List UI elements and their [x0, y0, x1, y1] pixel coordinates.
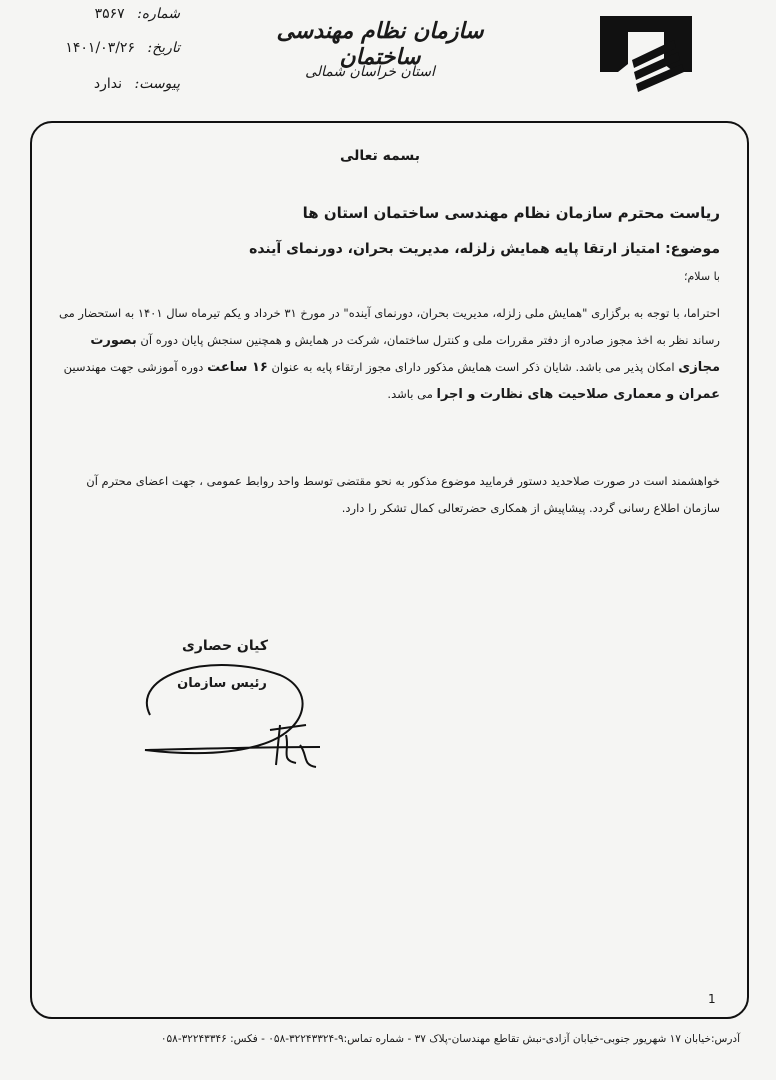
subject-text: امتیاز ارتقا پایه همایش زلزله، مدیریت بحران، دورنمای آینده — [249, 241, 661, 257]
paragraph-1 — [56, 300, 720, 408]
letter-attachment — [40, 76, 180, 92]
attachment-label: پیوست: — [134, 76, 180, 92]
recipient: ریاست محترم سازمان نظام مهندسی ساختمان استان ها — [302, 204, 720, 222]
signature-mark — [130, 655, 330, 785]
paragraph-1-part-e: دوره آموزشی جهت مهندسین — [63, 360, 204, 374]
letter-date — [40, 40, 180, 56]
subject-line — [56, 241, 720, 257]
date-value: ۱۴۰۱/۰۳/۲۶ — [65, 40, 135, 56]
number-label: شماره: — [137, 6, 180, 22]
date-label: تاریخ: — [147, 40, 180, 56]
paragraph-1-emphasis-hours: ۱۶ ساعت — [207, 360, 268, 375]
signer-title: رئیس سازمان — [177, 676, 267, 691]
footer-address: آدرس:خیابان ۱۷ شهریور جنوبی-خیابان آزادی-نبش تقاطع مهندسان-پلاک ۳۷ - شماره تماس:۹-۳۲۲۴۳۳۲۴-۰۵۸ - فکس: ۳۲۲۴۳۳۴۶-۰۵۸ — [160, 1033, 740, 1045]
paragraph-2: خواهشمند است در صورت صلاحدید دستور فرمایید موضوع مذکور به نحو مقتضی توسط واحد روابط عمومی ، جهت اعضای محترم آن سازمان اطلاع رسانی گردد. پیشاپیش از همکاری حضرتعالی کمال تشکر را دارد. — [86, 474, 720, 515]
paragraph-1-part-g: می باشد. — [387, 387, 433, 401]
org-logo-icon — [596, 10, 696, 100]
paragraph-1-part-a: احتراما، با توجه به برگزاری "همایش ملی زلزله، مدیریت بحران، دورنمای آینده" در مورخ ۳۱ خرداد و یکم تیرماه سال ۱۴۰۱ به استحضار می رساند نظر به اخذ مجوز صادره از دفتر مقررات ملی و کنترل ساختمان، شرکت در همایش و همچنین سنجش پایان دوره آن — [58, 306, 720, 347]
paragraph-1-part-c: امکان پذیر می باشد. شایان ذکر است همایش مذکور دارای مجوز ارتقاء پایه به عنوان — [271, 360, 675, 374]
org-name: سازمان نظام مهندسی ساختمان — [276, 18, 484, 70]
subject-label: موضوع: — [665, 241, 720, 257]
page-number: 1 — [708, 992, 716, 1006]
number-value: ۳۵۶۷ — [94, 6, 125, 22]
org-province: استان خراسان شمالی — [305, 64, 435, 80]
letter-number — [40, 6, 180, 22]
paragraph-1-emphasis-online: بصورت مجازی — [90, 333, 720, 375]
greeting: با سلام؛ — [684, 270, 720, 283]
signer-name: کیان حصاری — [182, 638, 268, 654]
attachment-value: ندارد — [93, 76, 122, 92]
bismillah: بسمه تعالی — [339, 148, 421, 164]
paragraph-1-emphasis-fields: عمران و معماری صلاحیت های نظارت و اجرا — [436, 387, 720, 402]
